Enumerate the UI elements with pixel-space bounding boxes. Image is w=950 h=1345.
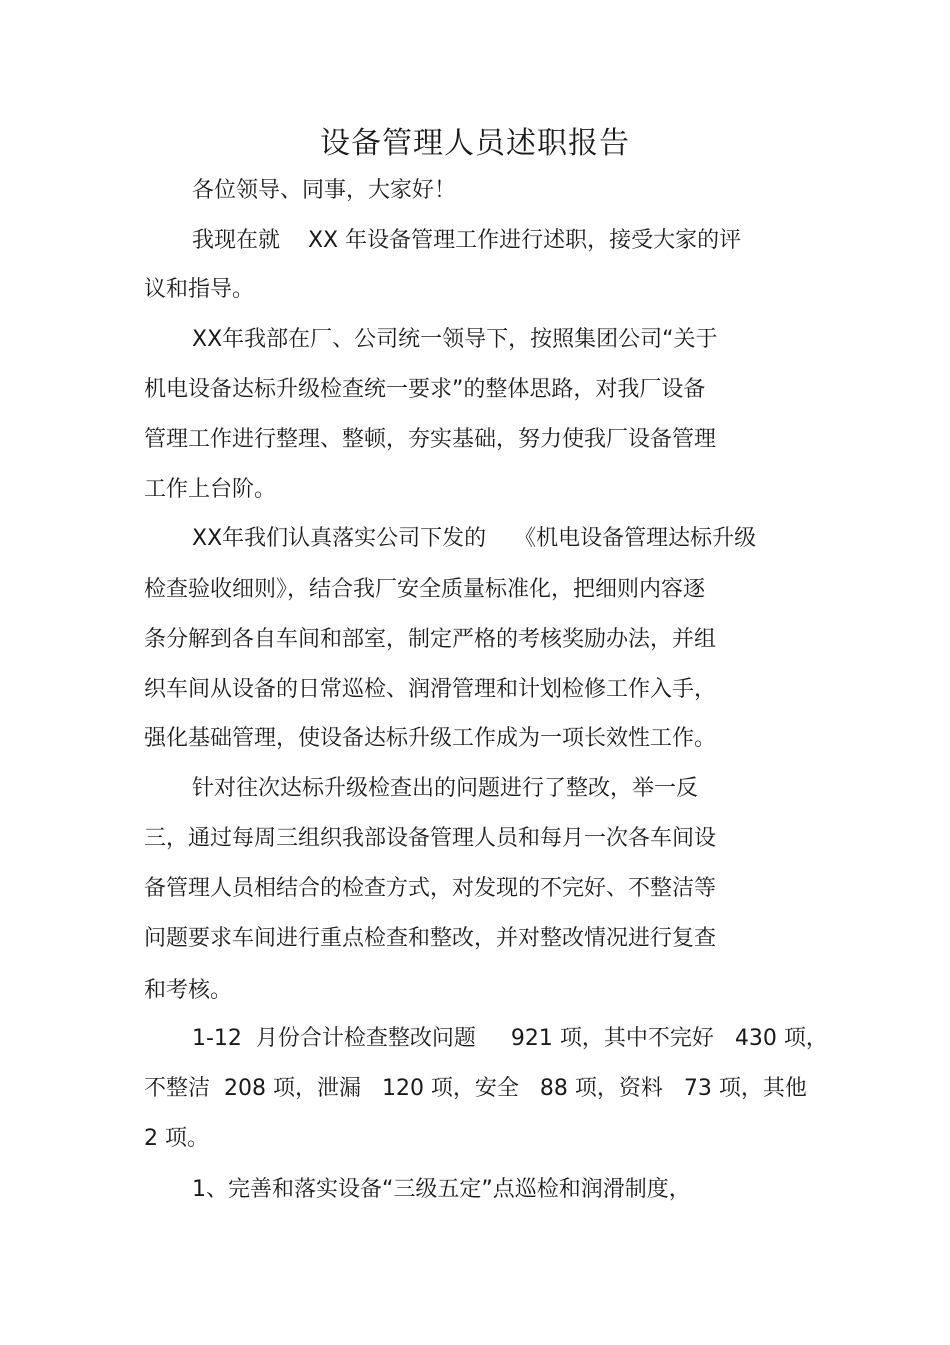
greeting-line: 各位领导、同事，大家好！ bbox=[192, 178, 457, 203]
paragraph-line: 管理工作进行整理、整顿，夯实基础，努力使我厂设备管理 bbox=[144, 427, 717, 452]
paragraph-line: 2 项。 bbox=[144, 1126, 209, 1151]
paragraph-line: XX年我们认真落实公司下发的 《机电设备管理达标升级 bbox=[192, 526, 757, 551]
paragraph-line: XX年我部在厂、公司统一领导下，按照集团公司“关于 bbox=[192, 327, 718, 352]
paragraph-line: 三，通过每周三组织我部设备管理人员和每月一次各车间设 bbox=[144, 826, 717, 851]
paragraph-line: 条分解到各自车间和部室，制定严格的考核奖励办法，并组 bbox=[144, 627, 717, 652]
paragraph-line: 我现在就 XX 年设备管理工作进行述职，接受大家的评 bbox=[192, 228, 742, 253]
paragraph-line: 机电设备达标升级检查统一要求”的整体思路，对我厂设备 bbox=[144, 377, 706, 402]
paragraph-line: 强化基础管理，使设备达标升级工作成为一项长效性工作。 bbox=[144, 726, 717, 751]
document-title: 设备管理人员述职报告 bbox=[320, 126, 630, 161]
paragraph-line: 议和指导。 bbox=[144, 277, 255, 302]
paragraph-line: 和考核。 bbox=[144, 978, 233, 1003]
paragraph-line: 不整洁 208 项，泄漏 120 项，安全 88 项，资料 73 项，其他 bbox=[144, 1076, 807, 1101]
paragraph-line: 织车间从设备的日常巡检、润滑管理和计划检修工作入手， bbox=[144, 677, 717, 702]
paragraph-line: 针对往次达标升级检查出的问题进行了整改，举一反 bbox=[192, 776, 699, 801]
list-item-line: 1、完善和落实设备“三级五定”点巡检和润滑制度， bbox=[192, 1177, 691, 1202]
paragraph-line: 备管理人员相结合的检查方式，对发现的不完好、不整洁等 bbox=[144, 876, 717, 901]
paragraph-line: 工作上台阶。 bbox=[144, 477, 277, 502]
paragraph-line: 1-12 月份合计检查整改问题 921 项，其中不完好 430 项， bbox=[192, 1026, 828, 1051]
paragraph-line: 问题要求车间进行重点检查和整改，并对整改情况进行复查 bbox=[144, 926, 717, 951]
paragraph-line: 检查验收细则》，结合我厂安全质量标准化，把细则内容逐 bbox=[144, 577, 706, 602]
